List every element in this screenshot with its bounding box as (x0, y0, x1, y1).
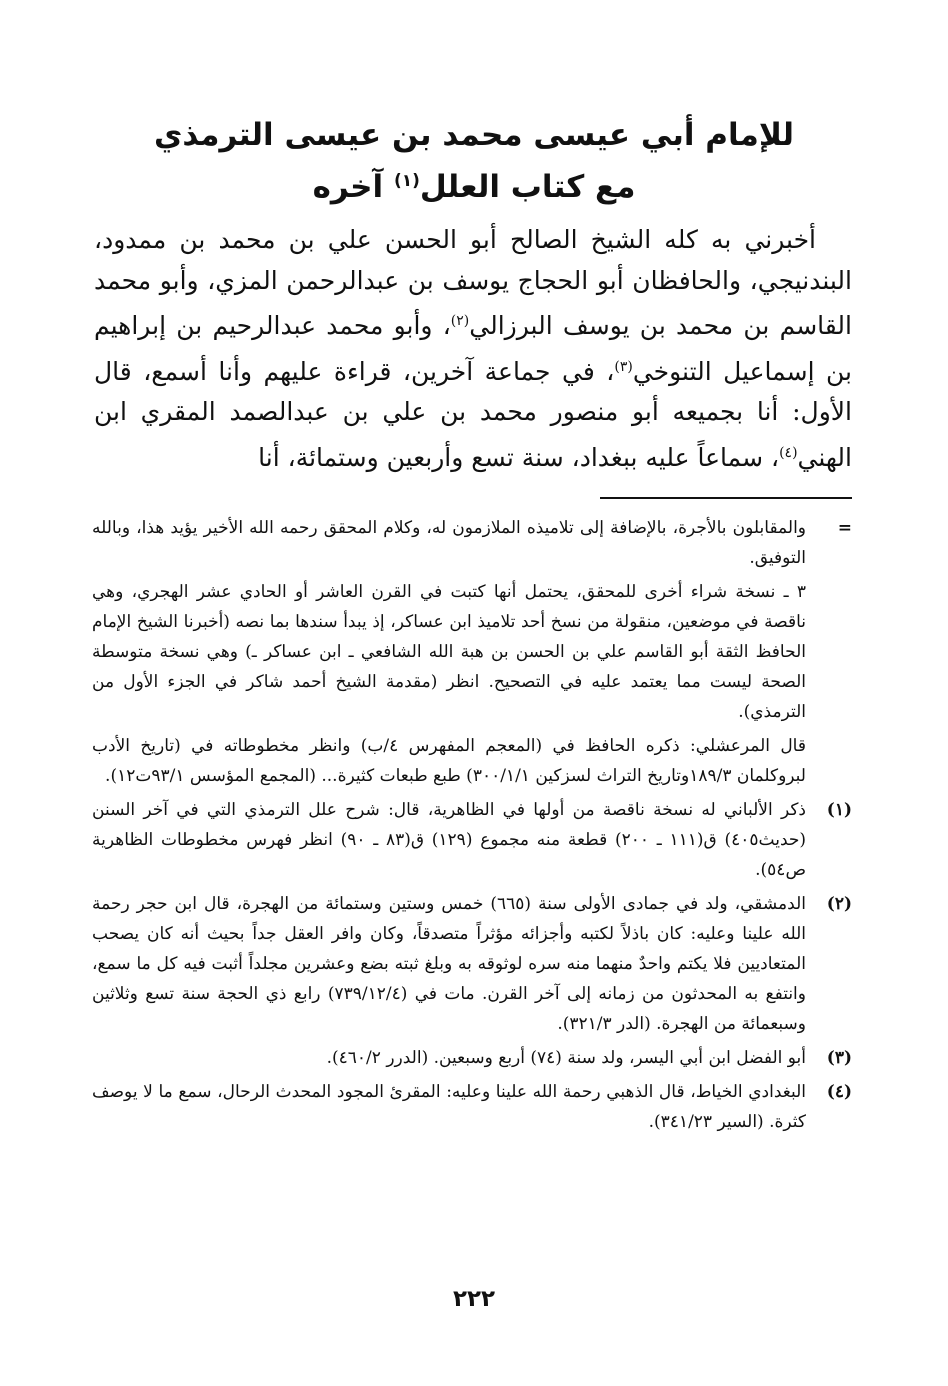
footnote-mark: (٣) (826, 1048, 852, 1068)
page-number: ٢٢٢ (452, 1286, 496, 1312)
footnote-ref-1: (١) (393, 171, 420, 191)
footnote-ref-2: (٢) (450, 313, 470, 329)
page-heading (110, 112, 838, 210)
footnote-mark: = (837, 518, 852, 538)
footnote-text: أبو الفضل ابن أبي اليسر، ولد سنة (٧٤) أربع وسبعين. (الدرر ٤٦٠/٢). (326, 1048, 806, 1068)
footnote-separator (600, 497, 852, 499)
footnote-2 (92, 889, 852, 1039)
main-text-segment-1: أخبرني به كله الشيخ الصالح أبو الحسن علي بن محمد بن ممدود، البندنيجي، والحافظان أبو الحجاج يوسف بن عبدالرحمن المزي، وأبو محمد القاسم بن محمد بن يوسف البرزالي (94, 225, 852, 340)
footnote-text: البغدادي الخياط، قال الذهبي رحمة الله علينا وعليه: المقرئ المجود المحدث الرحال، سمع ما لا يوصف كثرة. (السير ٣٤١/٢٣). (92, 1082, 806, 1132)
footnote-text: الدمشقي، ولد في جمادى الأولى سنة (٦٦٥) خمس وستين وستمائة من الهجرة، قال ابن حجر رحمة الله علينا وعليه: كان باذلاً لكتبه وأجزائه مؤثراً متصدقاً، وكان وافر العقل جداً بحيث أنه كان يصحب المتعاديين فلا يكتم واحدٌ منهما منه سره لوثوقه به وبلغ ثبته بضع وعشرين مجلداً أثبت فيه كل ما سمع، وانتفع به المحدثون من زمانه إلى آخر القرن. مات في (٧٣٩/١٢/٤) رابع ذي الحجة سنة تسع وثلاثين وسبعمائة من الهجرة. (الدر ٣٢١/٣). (92, 894, 806, 1034)
footnote-manuscript-3 (92, 577, 852, 727)
footnote-text: ٣ ـ نسخة شراء أخرى للمحقق، يحتمل أنها كتبت في القرن العاشر أو الحادي عشر الهجري، وهي ناقصة في موضعين، منقولة من نسخ أحد تلاميذ ابن عساكر، إذ يبدأ سندها بما نصه (أخبرنا الشيخ الإمام الحافظ الثقة أبو القاسم علي بن الحسن بن هبة الله الشافعي ـ ابن عساكر ـ) وهي نسخة متوسطة الصحة ليست مما يعتمد عليه في التصحيح. انظر (مقدمة الشيخ أحمد شاكر في الجزء الأول من الترمذي). (92, 582, 806, 722)
heading-line-2-text: مع كتاب العلل (419, 169, 636, 205)
footnote-text: ذكر الألباني له نسخة ناقصة من أولها في الظاهرية، قال: شرح علل الترمذي التي في آخر السنن (حديث٤٠٥) ق(١١١ ـ ٢٠٠) قطعة منه مجموع (١٢٩) ق(٨٣ ـ ٩٠) انظر فهرس مخطوطات الظاهرية ص٥٤). (92, 800, 807, 880)
main-text-segment-3: ، في جماعة آخرين، قراءة عليهم وأنا أسمع، قال الأول: أنا بجميعه أبو منصور محمد بن علي بن عبدالصمد المقري ابن الهني (94, 356, 852, 472)
footnote-ref-4: (٤) (779, 444, 798, 461)
footnote-1 (92, 795, 852, 885)
footnote-text: قال المرعشلي: ذكره الحافظ في (المعجم المفهرس ٤/ب) وانظر مخطوطاته في (تاريخ الأدب لبروكلمان ١٨٩/٣وتاريخ التراث لسزكين ٣٠٠/١/١) طبع طبعات كثيرة... (المجمع المؤسس ٩٣/١ت١٢). (92, 736, 806, 786)
footnote-continuation (92, 513, 852, 573)
footnote-3 (92, 1043, 852, 1073)
main-paragraph (94, 220, 852, 478)
footnote-mark: (١) (826, 800, 852, 820)
footnote-text: والمقابلون بالأجرة، بالإضافة إلى تلاميذه الملازمون له، وكلام المحقق رحمه الله الأخير يؤيد هذا، وبالله التوفيق. (92, 518, 806, 568)
heading-line-1: للإمام أبي عيسى محمد بن عيسى الترمذي (153, 117, 795, 153)
footnote-mark: (٢) (826, 894, 852, 914)
main-text-segment-2: ، وأبو محمد عبدالرحيم بن إبراهيم بن إسماعيل التنوخي (94, 311, 852, 386)
footnote-4 (92, 1077, 852, 1137)
footnote-marashli (92, 731, 852, 791)
footnotes (92, 513, 852, 1141)
footnote-mark: (٤) (826, 1082, 852, 1102)
heading-line-2 (110, 158, 838, 210)
main-text (94, 220, 852, 478)
footnote-ref-3: (٣) (614, 358, 633, 375)
heading-line-2-end: آخره (312, 169, 394, 205)
main-text-segment-4: ، سماعاً عليه ببغداد، سنة تسع وأربعين وستمائة، أنا (258, 442, 780, 472)
